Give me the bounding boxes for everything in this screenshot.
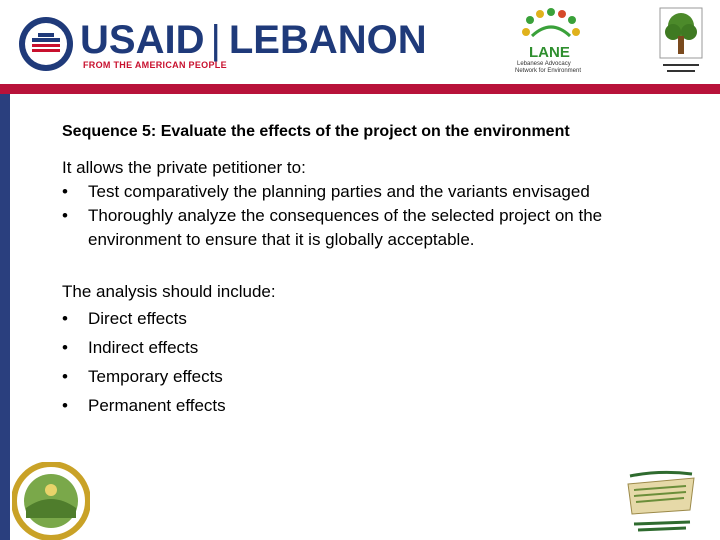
list-item — [62, 362, 692, 391]
brand-separator: | — [210, 18, 221, 62]
bullet-text: Direct effects — [88, 309, 187, 328]
tree-logo-icon — [655, 6, 707, 78]
intro-text: It allows the private petitioner to: — [62, 158, 306, 177]
university-seal-icon — [12, 462, 90, 540]
eco-movement-logo-icon — [620, 470, 702, 536]
list-item — [62, 333, 692, 362]
slide-header — [0, 0, 720, 84]
analysis-intro-text: The analysis should include: — [62, 282, 276, 301]
bullet-marker: • — [62, 182, 68, 201]
header-divider-bar — [0, 84, 720, 94]
bullet-marker: • — [62, 367, 68, 386]
intro-bullet-list — [62, 180, 692, 252]
bullet-text: Temporary effects — [88, 367, 223, 386]
section-spacer — [62, 252, 692, 280]
brand-wordmark — [80, 18, 427, 62]
brand-tagline: FROM THE AMERICAN PEOPLE — [83, 60, 227, 70]
bullet-text: Permanent effects — [88, 396, 226, 415]
slide-heading: Sequence 5: Evaluate the effects of the project on the environment — [62, 123, 570, 140]
slide-body — [62, 120, 692, 420]
bullet-marker: • — [62, 396, 68, 415]
usaid-seal-icon — [18, 16, 74, 72]
side-accent-bar — [0, 94, 10, 540]
brand-country: LEBANON — [228, 18, 427, 62]
list-item — [62, 391, 692, 420]
bullet-text: Thoroughly analyze the consequences of the selected project on the environment to ensure that it is globally acceptable. — [88, 206, 603, 249]
lane-subtitle-2: Network for Environment — [515, 68, 582, 74]
list-item — [62, 204, 692, 252]
lane-name: LANE — [529, 44, 570, 61]
list-item — [62, 304, 692, 333]
analysis-bullet-list — [62, 304, 692, 420]
bullet-marker: • — [62, 338, 68, 357]
bullet-text: Test comparatively the planning parties and the variants envisaged — [88, 182, 590, 201]
bullet-marker: • — [62, 206, 68, 225]
brand-primary: USAID — [80, 18, 205, 62]
list-item — [62, 180, 692, 204]
bullet-text: Indirect effects — [88, 338, 199, 357]
lane-subtitle-1: Lebanese Advocacy — [517, 61, 571, 67]
bullet-marker: • — [62, 309, 68, 328]
